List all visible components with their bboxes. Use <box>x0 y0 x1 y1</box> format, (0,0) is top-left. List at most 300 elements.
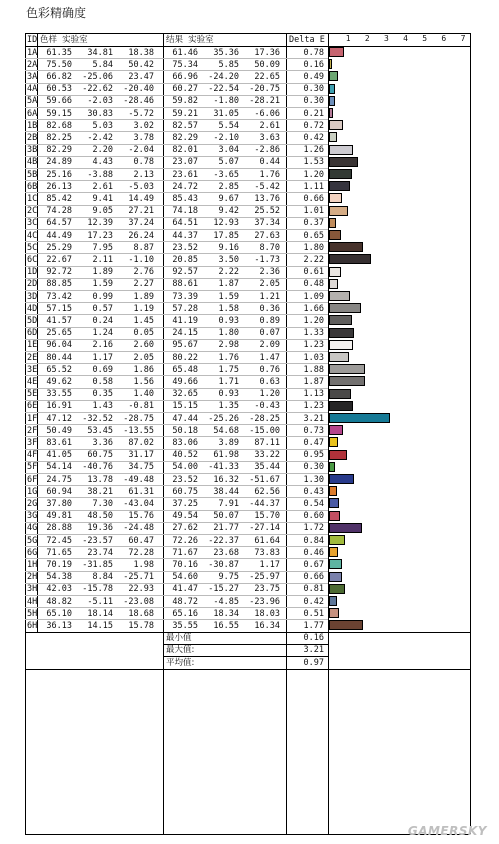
row-ref-lab-value: 57.15 <box>46 303 72 314</box>
row-result-lab-value: 23.52 <box>172 242 198 253</box>
delta-e-bar <box>329 328 354 338</box>
row-delta-e: 0.21 <box>303 108 324 119</box>
row-ref-lab-value: 9.41 <box>92 193 113 204</box>
row-result-lab-value: 2.98 <box>218 340 239 351</box>
row-ref-lab-value: 24.75 <box>46 474 72 485</box>
row-delta-e: 1.01 <box>303 206 324 217</box>
row-result-lab-value: 44.37 <box>172 230 198 241</box>
row-delta-e: 0.61 <box>303 267 324 278</box>
row-ref-lab-value: 87.02 <box>128 437 154 448</box>
row-result-lab-value: 3.63 <box>259 132 280 143</box>
row-id: 1B <box>27 120 38 131</box>
row-id: 5D <box>27 315 38 326</box>
summary-label: 最大值: <box>166 645 195 656</box>
delta-e-bar <box>329 132 337 142</box>
row-id: 5H <box>27 608 38 619</box>
axis-tick-label: 5 <box>422 34 428 43</box>
row-ref-lab-value: 53.45 <box>87 425 113 436</box>
row-ref-lab-value: 15.76 <box>128 511 154 522</box>
row-result-lab-value: 80.22 <box>172 352 198 363</box>
row-result-lab-value: 60.27 <box>172 84 198 95</box>
row-result-lab-value: 50.09 <box>254 59 280 70</box>
delta-e-bar <box>329 559 342 569</box>
row-ref-lab-value: 13.78 <box>87 474 113 485</box>
row-id: 6H <box>27 620 38 631</box>
row-ref-lab-value: -28.75 <box>123 413 154 424</box>
row-ref-lab-value: 44.49 <box>46 230 72 241</box>
row-delta-e: 1.20 <box>303 315 324 326</box>
row-result-lab-value: 48.72 <box>172 596 198 607</box>
row-ref-lab-value: 2.11 <box>92 254 113 265</box>
row-result-lab-value: 16.32 <box>213 474 239 485</box>
row-result-lab-value: 1.76 <box>218 352 239 363</box>
row-ref-lab-value: 3.78 <box>133 132 154 143</box>
row-result-lab-value: -1.73 <box>254 254 280 265</box>
row-delta-e: 1.13 <box>303 389 324 400</box>
row-result-lab-value: 95.67 <box>172 340 198 351</box>
row-id: 6E <box>27 401 38 412</box>
delta-e-bar <box>329 169 352 179</box>
row-result-lab-value: 17.36 <box>254 47 280 58</box>
row-ref-lab-value: -43.04 <box>123 498 154 509</box>
row-delta-e: 0.43 <box>303 486 324 497</box>
row-result-lab-value: -24.20 <box>208 71 239 82</box>
row-ref-lab-value: -49.48 <box>123 474 154 485</box>
row-result-lab-value: 70.16 <box>172 559 198 570</box>
row-ref-lab-value: -5.03 <box>128 181 154 192</box>
row-ref-lab-value: 38.21 <box>87 486 113 497</box>
row-delta-e: 0.60 <box>303 511 324 522</box>
row-ref-lab-value: 1.45 <box>133 315 154 326</box>
row-id: 2A <box>27 59 38 70</box>
row-result-lab-value: 59.21 <box>172 108 198 119</box>
row-ref-lab-value: -24.48 <box>123 523 154 534</box>
row-delta-e: 0.66 <box>303 193 324 204</box>
delta-e-bar <box>329 71 338 81</box>
row-delta-e: 0.49 <box>303 71 324 82</box>
row-id: 1A <box>27 47 38 58</box>
row-id: 1C <box>27 193 38 204</box>
row-ref-lab-value: -2.04 <box>128 145 154 156</box>
row-ref-lab-value: 1.59 <box>92 279 113 290</box>
row-ref-lab-value: 42.03 <box>46 584 72 595</box>
row-result-lab-value: 20.85 <box>172 254 198 265</box>
row-id: 5C <box>27 242 38 253</box>
delta-e-bar <box>329 193 342 203</box>
row-result-lab-value: 1.75 <box>218 364 239 375</box>
row-ref-lab-value: 18.38 <box>128 47 154 58</box>
row-ref-lab-value: 27.21 <box>128 206 154 217</box>
row-ref-lab-value: 24.89 <box>46 157 72 168</box>
row-delta-e: 1.30 <box>303 474 324 485</box>
delta-e-bar <box>329 303 361 313</box>
row-result-lab-value: 66.96 <box>172 71 198 82</box>
delta-e-bar <box>329 547 338 557</box>
delta-e-bar <box>329 620 363 630</box>
delta-e-bar <box>329 450 347 460</box>
row-result-lab-value: 31.05 <box>213 108 239 119</box>
row-id: 1E <box>27 340 38 351</box>
row-result-lab-value: 23.07 <box>172 157 198 168</box>
row-result-lab-value: -23.96 <box>249 596 280 607</box>
row-result-lab-value: 87.11 <box>254 437 280 448</box>
row-result-lab-value: 1.17 <box>259 559 280 570</box>
row-result-lab-value: 16.34 <box>254 620 280 631</box>
row-result-lab-value: -25.26 <box>208 413 239 424</box>
row-delta-e: 0.54 <box>303 498 324 509</box>
row-result-lab-value: 0.36 <box>259 303 280 314</box>
row-ref-lab-value: 48.82 <box>46 596 72 607</box>
row-delta-e: 0.95 <box>303 450 324 461</box>
row-result-lab-value: 0.07 <box>259 328 280 339</box>
row-ref-lab-value: 2.61 <box>92 181 113 192</box>
row-result-lab-value: 5.54 <box>218 120 239 131</box>
row-delta-e: 0.81 <box>303 584 324 595</box>
row-result-lab-value: 49.54 <box>172 511 198 522</box>
row-result-lab-value: 82.57 <box>172 120 198 131</box>
row-ref-lab-value: 37.80 <box>46 498 72 509</box>
row-id: 6F <box>27 474 38 485</box>
row-id: 2H <box>27 572 38 583</box>
row-ref-lab-value: 22.93 <box>128 584 154 595</box>
row-id: 4B <box>27 157 38 168</box>
row-ref-lab-value: -28.46 <box>123 96 154 107</box>
delta-e-bar <box>329 206 348 216</box>
row-ref-lab-value: 70.19 <box>46 559 72 570</box>
delta-e-bar <box>329 47 344 57</box>
row-result-lab-value: 59.82 <box>172 96 198 107</box>
delta-e-bar <box>329 572 342 582</box>
row-result-lab-value: 38.44 <box>213 486 239 497</box>
row-delta-e: 0.66 <box>303 572 324 583</box>
row-result-lab-value: 2.36 <box>259 267 280 278</box>
delta-e-bar <box>329 486 337 496</box>
header-delta-e: Delta E <box>289 35 325 45</box>
row-ref-lab-value: 80.44 <box>46 352 72 363</box>
row-result-lab-value: -28.21 <box>249 96 280 107</box>
row-id: 2E <box>27 352 38 363</box>
row-ref-lab-value: 18.68 <box>128 608 154 619</box>
row-result-lab-value: 60.75 <box>172 486 198 497</box>
row-ref-lab-value: -2.42 <box>87 132 113 143</box>
header-id: ID <box>27 35 38 45</box>
row-ref-lab-value: 34.81 <box>87 47 113 58</box>
row-result-lab-value: 37.25 <box>172 498 198 509</box>
row-delta-e: 1.72 <box>303 523 324 534</box>
row-ref-lab-value: -1.10 <box>128 254 154 265</box>
row-delta-e: 1.53 <box>303 157 324 168</box>
row-result-lab-value: 9.75 <box>218 572 239 583</box>
row-result-lab-value: 61.64 <box>254 535 280 546</box>
row-result-lab-value: 3.89 <box>218 437 239 448</box>
row-result-lab-value: 0.89 <box>259 315 280 326</box>
row-result-lab-value: 23.68 <box>213 547 239 558</box>
row-ref-lab-value: 66.82 <box>46 71 72 82</box>
row-result-lab-value: 15.15 <box>172 401 198 412</box>
row-result-lab-value: 35.36 <box>213 47 239 58</box>
row-result-lab-value: 0.93 <box>218 315 239 326</box>
row-result-lab-value: 18.34 <box>213 608 239 619</box>
table-border-v-0 <box>25 33 26 834</box>
delta-e-bar <box>329 254 371 264</box>
row-delta-e: 0.65 <box>303 230 324 241</box>
row-ref-lab-value: 82.29 <box>46 145 72 156</box>
row-delta-e: 0.78 <box>303 47 324 58</box>
row-ref-lab-value: 1.24 <box>92 328 113 339</box>
row-ref-lab-value: 61.35 <box>46 47 72 58</box>
row-result-lab-value: -0.43 <box>254 401 280 412</box>
row-ref-lab-value: 2.13 <box>133 169 154 180</box>
row-id: 1D <box>27 267 38 278</box>
delta-e-bar <box>329 108 333 118</box>
delta-e-bar <box>329 157 358 167</box>
delta-e-bar <box>329 145 353 155</box>
row-result-lab-value: 1.20 <box>259 389 280 400</box>
row-result-lab-value: 65.16 <box>172 608 198 619</box>
delta-e-bar <box>329 315 352 325</box>
row-result-lab-value: 2.05 <box>259 279 280 290</box>
row-ref-lab-value: 7.30 <box>92 498 113 509</box>
row-id: 5F <box>27 462 38 473</box>
row-result-lab-value: 21.77 <box>213 523 239 534</box>
row-result-lab-value: 22.65 <box>254 71 280 82</box>
row-id: 4G <box>27 523 38 534</box>
row-result-lab-value: 41.19 <box>172 315 198 326</box>
row-ref-lab-value: 33.55 <box>46 389 72 400</box>
row-ref-lab-value: 1.89 <box>92 267 113 278</box>
row-ref-lab-value: 18.14 <box>87 608 113 619</box>
row-ref-lab-value: 0.57 <box>92 303 113 314</box>
delta-e-bar <box>329 535 345 545</box>
row-id: 1H <box>27 559 38 570</box>
delta-e-bar <box>329 498 339 508</box>
header-result: 结果 实验室 <box>166 35 214 45</box>
delta-e-bar <box>329 425 343 435</box>
row-result-lab-value: 18.03 <box>254 608 280 619</box>
delta-e-bar <box>329 474 354 484</box>
row-result-lab-value: 27.62 <box>172 523 198 534</box>
row-result-lab-value: -41.33 <box>208 462 239 473</box>
row-ref-lab-value: 72.28 <box>128 547 154 558</box>
row-result-lab-value: 1.59 <box>218 291 239 302</box>
row-ref-lab-value: 14.49 <box>128 193 154 204</box>
delta-e-bar <box>329 267 341 277</box>
row-result-lab-value: -2.10 <box>213 132 239 143</box>
summary-value: 3.21 <box>303 645 324 656</box>
row-result-lab-value: -51.67 <box>249 474 280 485</box>
row-ref-lab-value: 8.84 <box>92 572 113 583</box>
row-ref-lab-value: -32.52 <box>82 413 113 424</box>
row-ref-lab-value: 73.42 <box>46 291 72 302</box>
row-delta-e: 0.48 <box>303 279 324 290</box>
row-result-lab-value: 24.72 <box>172 181 198 192</box>
row-result-lab-value: 37.34 <box>254 218 280 229</box>
row-result-lab-value: 54.00 <box>172 462 198 473</box>
row-ref-lab-value: 5.84 <box>92 59 113 70</box>
row-delta-e: 0.67 <box>303 559 324 570</box>
row-id: 6D <box>27 328 38 339</box>
delta-e-bar <box>329 352 349 362</box>
delta-e-bar <box>329 376 365 386</box>
row-id: 6G <box>27 547 38 558</box>
row-ref-lab-value: 2.27 <box>133 279 154 290</box>
row-ref-lab-value: 2.05 <box>133 352 154 363</box>
row-ref-lab-value: -3.88 <box>87 169 113 180</box>
delta-e-bar <box>329 59 332 69</box>
row-id: 6A <box>27 108 38 119</box>
row-result-lab-value: 3.04 <box>218 145 239 156</box>
row-result-lab-value: 73.39 <box>172 291 198 302</box>
delta-e-bar <box>329 291 350 301</box>
row-result-lab-value: 12.93 <box>213 218 239 229</box>
row-result-lab-value: 62.56 <box>254 486 280 497</box>
row-id: 2B <box>27 132 38 143</box>
row-ref-lab-value: -23.08 <box>123 596 154 607</box>
row-result-lab-value: 0.63 <box>259 376 280 387</box>
row-delta-e: 0.73 <box>303 425 324 436</box>
row-result-lab-value: 23.61 <box>172 169 198 180</box>
row-result-lab-value: 0.76 <box>259 364 280 375</box>
row-result-lab-value: 3.50 <box>218 254 239 265</box>
row-ref-lab-value: -2.03 <box>87 96 113 107</box>
row-result-lab-value: 27.63 <box>254 230 280 241</box>
summary-label: 最小值 <box>166 633 192 644</box>
row-id: 4E <box>27 376 38 387</box>
delta-e-bar <box>329 340 353 350</box>
delta-e-bar <box>329 279 338 289</box>
row-result-lab-value: -25.97 <box>249 572 280 583</box>
row-id: 6B <box>27 181 38 192</box>
row-id: 3C <box>27 218 38 229</box>
row-ref-lab-value: 61.31 <box>128 486 154 497</box>
row-result-lab-value: 1.76 <box>259 169 280 180</box>
delta-e-bar <box>329 511 340 521</box>
row-result-lab-value: 72.26 <box>172 535 198 546</box>
row-result-lab-value: 41.47 <box>172 584 198 595</box>
row-ref-lab-value: 50.42 <box>128 59 154 70</box>
row-result-lab-value: 57.28 <box>172 303 198 314</box>
row-delta-e: 1.77 <box>303 620 324 631</box>
row-id: 4C <box>27 230 38 241</box>
row-delta-e: 0.42 <box>303 596 324 607</box>
row-delta-e: 1.80 <box>303 242 324 253</box>
row-ref-lab-value: 0.99 <box>92 291 113 302</box>
row-result-lab-value: -3.65 <box>213 169 239 180</box>
row-ref-lab-value: 4.43 <box>92 157 113 168</box>
summary-value: 0.16 <box>303 633 324 644</box>
row-result-lab-value: 83.06 <box>172 437 198 448</box>
row-id: 2G <box>27 498 38 509</box>
row-result-lab-value: 25.52 <box>254 206 280 217</box>
row-ref-lab-value: 1.98 <box>133 559 154 570</box>
row-delta-e: 1.23 <box>303 340 324 351</box>
row-ref-lab-value: -15.78 <box>82 584 113 595</box>
header-reference: 色样 实验室 <box>40 35 88 45</box>
row-ref-lab-value: 88.85 <box>46 279 72 290</box>
row-ref-lab-value: 14.15 <box>87 620 113 631</box>
row-ref-lab-value: 34.75 <box>128 462 154 473</box>
row-id: 3D <box>27 291 38 302</box>
row-id: 2C <box>27 206 38 217</box>
row-ref-lab-value: 82.25 <box>46 132 72 143</box>
row-result-lab-value: 74.18 <box>172 206 198 217</box>
row-ref-lab-value: -0.81 <box>128 401 154 412</box>
row-result-lab-value: 5.85 <box>218 59 239 70</box>
axis-tick-label: 2 <box>364 34 370 43</box>
row-result-lab-value: 2.61 <box>259 120 280 131</box>
row-result-lab-value: -22.37 <box>208 535 239 546</box>
row-ref-lab-value: 17.23 <box>87 230 113 241</box>
row-result-lab-value: 1.47 <box>259 352 280 363</box>
row-id: 4D <box>27 303 38 314</box>
row-id: 1G <box>27 486 38 497</box>
summary-label: 平均值: <box>166 657 195 668</box>
row-id: 5B <box>27 169 38 180</box>
row-result-lab-value: 9.42 <box>218 206 239 217</box>
row-result-lab-value: 82.01 <box>172 145 198 156</box>
row-result-lab-value: 88.61 <box>172 279 198 290</box>
row-result-lab-value: 92.57 <box>172 267 198 278</box>
row-ref-lab-value: -25.71 <box>123 572 154 583</box>
row-delta-e: 0.16 <box>303 59 324 70</box>
row-ref-lab-value: 31.17 <box>128 450 154 461</box>
row-ref-lab-value: 26.24 <box>128 230 154 241</box>
row-result-lab-value: -15.00 <box>249 425 280 436</box>
row-ref-lab-value: 25.65 <box>46 328 72 339</box>
row-ref-lab-value: 60.53 <box>46 84 72 95</box>
row-result-lab-value: 2.22 <box>218 267 239 278</box>
row-delta-e: 0.47 <box>303 437 324 448</box>
row-ref-lab-value: 82.68 <box>46 120 72 131</box>
row-ref-lab-value: 16.91 <box>46 401 72 412</box>
delta-e-bar <box>329 181 350 191</box>
row-delta-e: 0.37 <box>303 218 324 229</box>
row-delta-e: 1.20 <box>303 169 324 180</box>
row-delta-e: 0.30 <box>303 462 324 473</box>
row-ref-lab-value: 0.58 <box>92 376 113 387</box>
row-ref-lab-value: 92.72 <box>46 267 72 278</box>
row-id: 4A <box>27 84 38 95</box>
row-ref-lab-value: 25.29 <box>46 242 72 253</box>
row-ref-lab-value: 83.61 <box>46 437 72 448</box>
row-ref-lab-value: 47.12 <box>46 413 72 424</box>
row-ref-lab-value: -22.62 <box>82 84 113 95</box>
row-ref-lab-value: 23.74 <box>87 547 113 558</box>
row-result-lab-value: -5.42 <box>254 181 280 192</box>
row-result-lab-value: 0.93 <box>218 389 239 400</box>
axis-tick-label: 3 <box>384 34 389 43</box>
page-title: 色彩精确度 <box>26 6 87 20</box>
delta-e-bar <box>329 437 338 447</box>
row-ref-lab-value: 65.52 <box>46 364 72 375</box>
row-result-lab-value: 23.52 <box>172 474 198 485</box>
row-ref-lab-value: 60.75 <box>87 450 113 461</box>
row-ref-lab-value: 1.17 <box>92 352 113 363</box>
axis-tick-label: 6 <box>441 34 447 43</box>
row-ref-lab-value: 54.14 <box>46 462 72 473</box>
row-ref-lab-value: 22.67 <box>46 254 72 265</box>
row-result-lab-value: 35.55 <box>172 620 198 631</box>
row-ref-lab-value: 49.62 <box>46 376 72 387</box>
delta-e-bar <box>329 230 341 240</box>
row-ref-lab-value: 30.83 <box>87 108 113 119</box>
row-result-lab-value: 23.75 <box>254 584 280 595</box>
row-id: 5A <box>27 96 38 107</box>
delta-e-bar <box>329 523 362 533</box>
row-ref-lab-value: 65.10 <box>46 608 72 619</box>
row-result-lab-value: 5.07 <box>218 157 239 168</box>
row-delta-e: 1.88 <box>303 364 324 375</box>
